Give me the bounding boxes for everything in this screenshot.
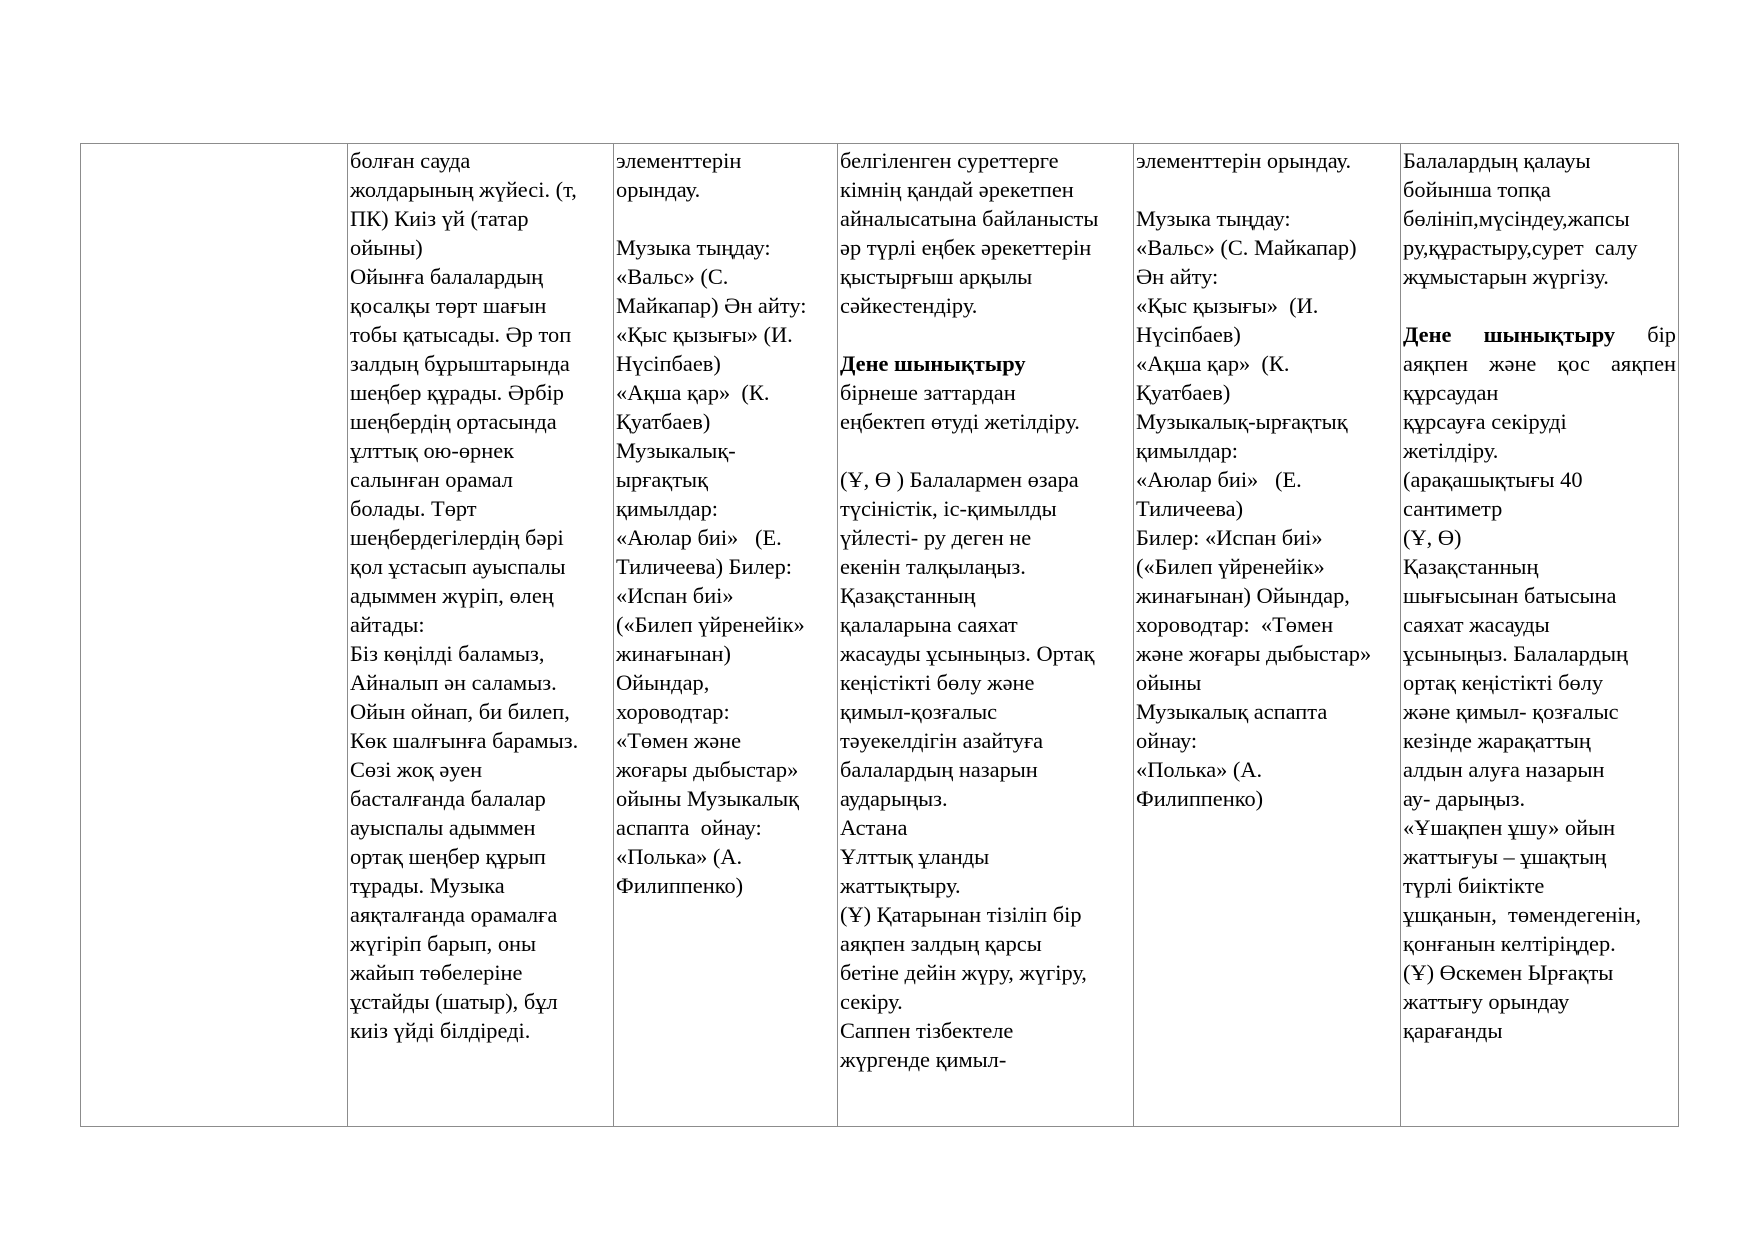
cell-text-line: ұстайды (шатыр), бұл	[350, 989, 558, 1014]
cell-text-line: ру,құрастыру,сурет салу	[1403, 235, 1638, 260]
cell-text-line: Тиличеева)	[1136, 496, 1244, 521]
cell-text-line: кімнің қандай әрекетпен	[840, 177, 1074, 202]
cell-text-line: жайып төбелеріне	[350, 960, 523, 985]
cell-text-line: Қазақстанның	[840, 583, 976, 608]
cell-text-line: Ән айту:	[1136, 264, 1219, 289]
cell-text-line: (арақашықтығы 40	[1403, 467, 1583, 492]
cell-text-line: балалардың назарын	[840, 757, 1038, 782]
cell-text-line: аударыңыз.	[840, 786, 948, 811]
cell-text-line: салынған орамал	[350, 467, 513, 492]
cell-text-line: ПК) Киіз үй (татар	[350, 206, 529, 231]
cell-text-line: Билер: «Испан биі»	[1136, 525, 1323, 550]
cell-text-line: айналысатына байланысты	[840, 206, 1099, 231]
cell-text-line: Балалардың қалауы	[1403, 148, 1591, 173]
cell-text-line: ойыны	[1136, 670, 1202, 695]
cell-text-line: «Вальс» (С.	[616, 264, 729, 289]
cell-text-line: Саппен тізбектеле	[840, 1018, 1014, 1043]
cell-text-line: ұшқанын, төмендегенін,	[1403, 902, 1642, 927]
cell-text-line: ойыны Музыкалық	[616, 786, 800, 811]
cell-text-line	[1403, 320, 1676, 349]
section-heading-rest: бір	[1615, 322, 1676, 347]
cell-text-line: Музыкалық-	[616, 438, 736, 463]
cell-text-line: түрлі биіктікте	[1403, 873, 1545, 898]
cell-text-line: алдын алуға назарын	[1403, 757, 1605, 782]
cell-text-line: қыстырғыш арқылы	[840, 264, 1033, 289]
cell-text-line: шеңбер құрады. Әрбір	[350, 380, 565, 405]
cell-text-line: Қазақстанның	[1403, 554, 1539, 579]
cell-text-line: бойынша топқа	[1403, 177, 1551, 202]
cell-text-line: белгіленген суреттерге	[840, 148, 1059, 173]
column-cell-2	[348, 144, 614, 1127]
cell-text-line: («Билеп үйренейік»	[1136, 554, 1325, 579]
cell-text-line	[616, 204, 835, 233]
cell-text-line: Айналып ән саламыз.	[350, 670, 557, 695]
cell-text-line: секіру.	[840, 989, 903, 1014]
lesson-plan-table	[80, 143, 1679, 1127]
cell-text-line: Қуатбаев)	[1136, 380, 1231, 405]
cell-text-line: жинағынан) Ойындар,	[1136, 583, 1350, 608]
cell-text-line: жұмыстарын жүргізу.	[1403, 264, 1609, 289]
cell-text-line: Ойын ойнап, би билеп,	[350, 699, 570, 724]
cell-text-line: («Билеп үйренейік»	[616, 612, 805, 637]
cell-text-line: Музыка тыңдау:	[616, 235, 771, 260]
column-cell-1	[81, 144, 348, 1127]
cell-text-line: ортақ кеңістікті бөлу	[1403, 670, 1604, 695]
cell-text-line: Ұлттық ұланды	[840, 844, 990, 869]
cell-text-line: кезінде жарақаттың	[1403, 728, 1591, 753]
cell-text-line: қонғанын келтіріңдер.	[1403, 931, 1616, 956]
cell-text-line: Музыкалық аспапта	[1136, 699, 1328, 724]
column-cell-3	[614, 144, 838, 1127]
cell-text-line: «Аюлар биі» (Е.	[616, 525, 782, 550]
cell-text-line: аяқпен және қос аяқпен	[1403, 351, 1676, 376]
cell-text-line: ойнау:	[1136, 728, 1198, 753]
cell-text-line: екенін талқылаңыз.	[840, 554, 1026, 579]
cell-text-line: тәуекелдігін азайтуға	[840, 728, 1044, 753]
cell-text-line: жаттығу орындау	[1403, 989, 1570, 1014]
cell-text-line: «Қыс қызығы» (И.	[616, 322, 793, 347]
cell-text-line: «Ақша қар» (К.	[1136, 351, 1290, 376]
cell-text-line: тобы қатысады. Әр топ	[350, 322, 572, 347]
cell-text-line: болады. Төрт	[350, 496, 477, 521]
section-heading: Дене шынықтыру	[840, 351, 1026, 376]
cell-text-line: қимылдар:	[1136, 438, 1238, 463]
cell-text-line: қосалқы төрт шағын	[350, 293, 547, 318]
cell-text-line: үйлесті- ру деген не	[840, 525, 1032, 550]
cell-text-line: саяхат жасауды	[1403, 612, 1550, 637]
cell-text-line: құрсаудан	[1403, 380, 1499, 405]
cell-text-line: жетілдіру.	[1403, 438, 1499, 463]
cell-text-line: аяқталғанда орамалға	[350, 902, 558, 927]
cell-text-line: ауыспалы адыммен	[350, 815, 536, 840]
cell-text-line: «Қыс қызығы» (И.	[1136, 293, 1319, 318]
cell-text-line: сантиметр	[1403, 496, 1503, 521]
cell-text-line	[1136, 175, 1398, 204]
cell-text-line: Көк шалғынға барамыз.	[350, 728, 579, 753]
cell-text-line: ойыны)	[350, 235, 423, 260]
cell-text-line: «Испан биі»	[616, 583, 734, 608]
cell-text-line: бірнеше заттардан	[840, 380, 1016, 405]
cell-text-line: адыммен жүріп, өлең	[350, 583, 554, 608]
cell-text-line: айтады:	[350, 612, 425, 637]
cell-text-line: «Аюлар биі» (Е.	[1136, 467, 1302, 492]
cell-text-line: қарағанды	[1403, 1018, 1503, 1043]
cell-text-line: Нүсіпбаев)	[616, 351, 721, 376]
cell-text-line: басталғанда балалар	[350, 786, 546, 811]
cell-text-line: жолдарының жүйесі. (т,	[350, 177, 577, 202]
cell-text-line: Филиппенко)	[616, 873, 744, 898]
cell-text-line: жүгіріп барып, оны	[350, 931, 537, 956]
cell-text-line	[840, 436, 1131, 465]
cell-text-line: Ойындар,	[616, 670, 710, 695]
cell-text-line: (Ұ, Ө ) Балалармен өзара	[840, 467, 1079, 492]
cell-text-line: шеңбердегілердің бәрі	[350, 525, 564, 550]
cell-text-line: Ойынға балалардың	[350, 264, 544, 289]
cell-text-line: орындау.	[616, 177, 701, 202]
cell-text-line: Астана	[840, 815, 908, 840]
cell-text-line: Музыкалық-ырғақтық	[1136, 409, 1348, 434]
cell-text-line: Нүсіпбаев)	[1136, 322, 1241, 347]
cell-text-line: кеңістікті бөлу және	[840, 670, 1035, 695]
cell-text-line: болған сауда	[350, 148, 471, 173]
cell-text-line: құрсауға секіруді	[1403, 409, 1567, 434]
cell-text-line: элементтерін	[616, 148, 742, 173]
column-cell-4	[838, 144, 1134, 1127]
cell-text-line: хороводтар: «Төмен	[1136, 612, 1334, 637]
cell-text-line: аспапта ойнау:	[616, 815, 762, 840]
cell-text-line: әр түрлі еңбек әрекеттерін	[840, 235, 1092, 260]
cell-text-line: қол ұстасып ауыспалы	[350, 554, 566, 579]
cell-text-line: Майкапар) Ән айту:	[616, 293, 807, 318]
cell-text-line: ұлттық ою-өрнек	[350, 438, 515, 463]
cell-text-line: түсіністік, іс-қимылды	[840, 496, 1057, 521]
cell-text-line: «Ұшақпен ұшу» ойын	[1403, 815, 1616, 840]
cell-text-line: Сөзі жоқ әуен	[350, 757, 483, 782]
table-row	[81, 144, 1679, 1127]
cell-text-line: хороводтар:	[616, 699, 730, 724]
cell-text-line: Музыка тыңдау:	[1136, 206, 1291, 231]
section-heading: Дене шынықтыру	[1403, 322, 1616, 347]
cell-text-line: ау- дарыңыз.	[1403, 786, 1526, 811]
cell-text-line: «Полька» (А.	[616, 844, 743, 869]
cell-text-line: және қимыл- қозғалыс	[1403, 699, 1619, 724]
cell-text-line	[840, 349, 1131, 378]
column-cell-6	[1401, 144, 1679, 1127]
cell-text-line: «Төмен және	[616, 728, 742, 753]
cell-text-line: киіз үйді білдіреді.	[350, 1018, 531, 1043]
cell-text-line: жүргенде қимыл-	[840, 1047, 1007, 1072]
cell-text-line: «Ақша қар» (К.	[616, 380, 770, 405]
cell-text-line: еңбектеп өтуді жетілдіру.	[840, 409, 1080, 434]
cell-text-line: және жоғары дыбыстар»	[1136, 641, 1372, 666]
cell-text-line: Қуатбаев)	[616, 409, 711, 434]
cell-text-line: жоғары дыбыстар»	[616, 757, 799, 782]
cell-text-line: Тиличеева) Билер:	[616, 554, 793, 579]
cell-text-line: шығысынан батысына	[1403, 583, 1617, 608]
cell-text-line: жинағынан)	[616, 641, 731, 666]
cell-text-line: Филиппенко)	[1136, 786, 1264, 811]
cell-text-line: жаттығуы – ұшақтың	[1403, 844, 1607, 869]
cell-text-line: ұсыныңыз. Балалардың	[1403, 641, 1628, 666]
cell-text-line: ырғақтық	[616, 467, 708, 492]
cell-text-line: қалаларына саяхат	[840, 612, 1018, 637]
cell-text-line: сәйкестендіру.	[840, 293, 978, 318]
cell-text-line: (Ұ) Өскемен Ырғақты	[1403, 960, 1614, 985]
cell-text-line: аяқпен залдың қарсы	[840, 931, 1042, 956]
cell-text-line: шеңбердің ортасында	[350, 409, 557, 434]
cell-text-line: элементтерін орындау.	[1136, 148, 1352, 173]
cell-text-line: қимыл-қозғалыс	[840, 699, 998, 724]
cell-text-line: жаттықтыру.	[840, 873, 961, 898]
cell-text-line	[840, 320, 1131, 349]
cell-text-line: «Полька» (А.	[1136, 757, 1263, 782]
cell-text-line: Біз көңілді баламыз,	[350, 641, 545, 666]
cell-text-line: ортақ шеңбер құрып	[350, 844, 546, 869]
cell-text-line: (Ұ, Ө)	[1403, 525, 1462, 550]
cell-text-line: жасауды ұсыныңыз. Ортақ	[840, 641, 1095, 666]
cell-text-line: (Ұ) Қатарынан тізіліп бір	[840, 902, 1082, 927]
cell-text-line: тұрады. Музыка	[350, 873, 505, 898]
cell-text-line: залдың бұрыштарында	[350, 351, 570, 376]
cell-text-line	[1403, 291, 1676, 320]
cell-text-line: бетіне дейін жүру, жүгіру,	[840, 960, 1087, 985]
cell-text-line: қимылдар:	[616, 496, 718, 521]
column-cell-5	[1134, 144, 1401, 1127]
cell-text-line: «Вальс» (С. Майкапар)	[1136, 235, 1357, 260]
cell-text-line: бөлініп,мүсіндеу,жапсы	[1403, 206, 1630, 231]
